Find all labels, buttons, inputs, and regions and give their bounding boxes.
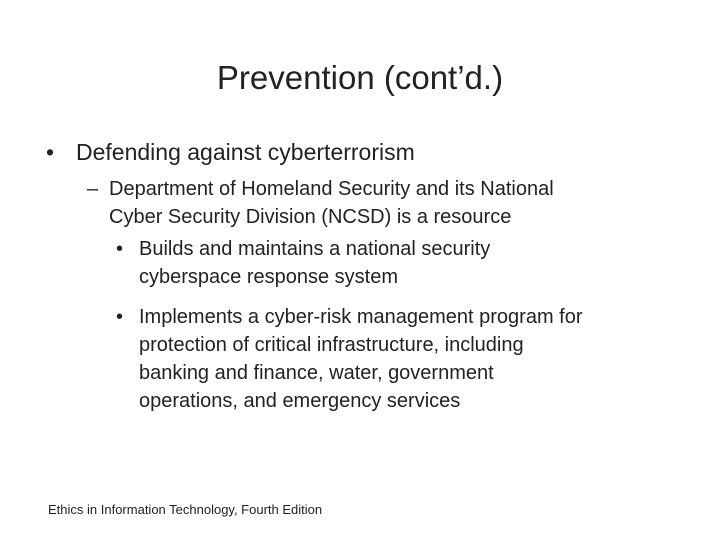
dash-marker: – [87, 178, 99, 200]
sub-sub-bullet-text [139, 303, 684, 415]
slide-footer: Ethics in Information Technology, Fourth Edition [48, 502, 323, 517]
text-line: cyberspace response system [139, 266, 399, 288]
text-line: protection of critical infrastructure, including [139, 334, 524, 356]
text-line: Department of Homeland Security and its National [109, 178, 554, 200]
text-line: Builds and maintains a national security [139, 238, 491, 260]
text-line: operations, and emergency services [139, 390, 461, 412]
slide-title: Prevention (cont’d.) [216, 59, 504, 96]
sub-sub-bullet-text [139, 235, 684, 291]
bullet-text: Defending against cyberterrorism [76, 139, 415, 165]
text-line: banking and finance, water, government [139, 362, 494, 384]
bullet-marker: • [116, 238, 124, 260]
text-line: Implements a cyber-risk management program for [139, 306, 583, 328]
bullet-marker: • [46, 139, 55, 165]
sub-bullet-text [109, 175, 669, 231]
text-line: Cyber Security Division (NCSD) is a resource [109, 206, 512, 228]
bullet-marker: • [116, 306, 124, 328]
